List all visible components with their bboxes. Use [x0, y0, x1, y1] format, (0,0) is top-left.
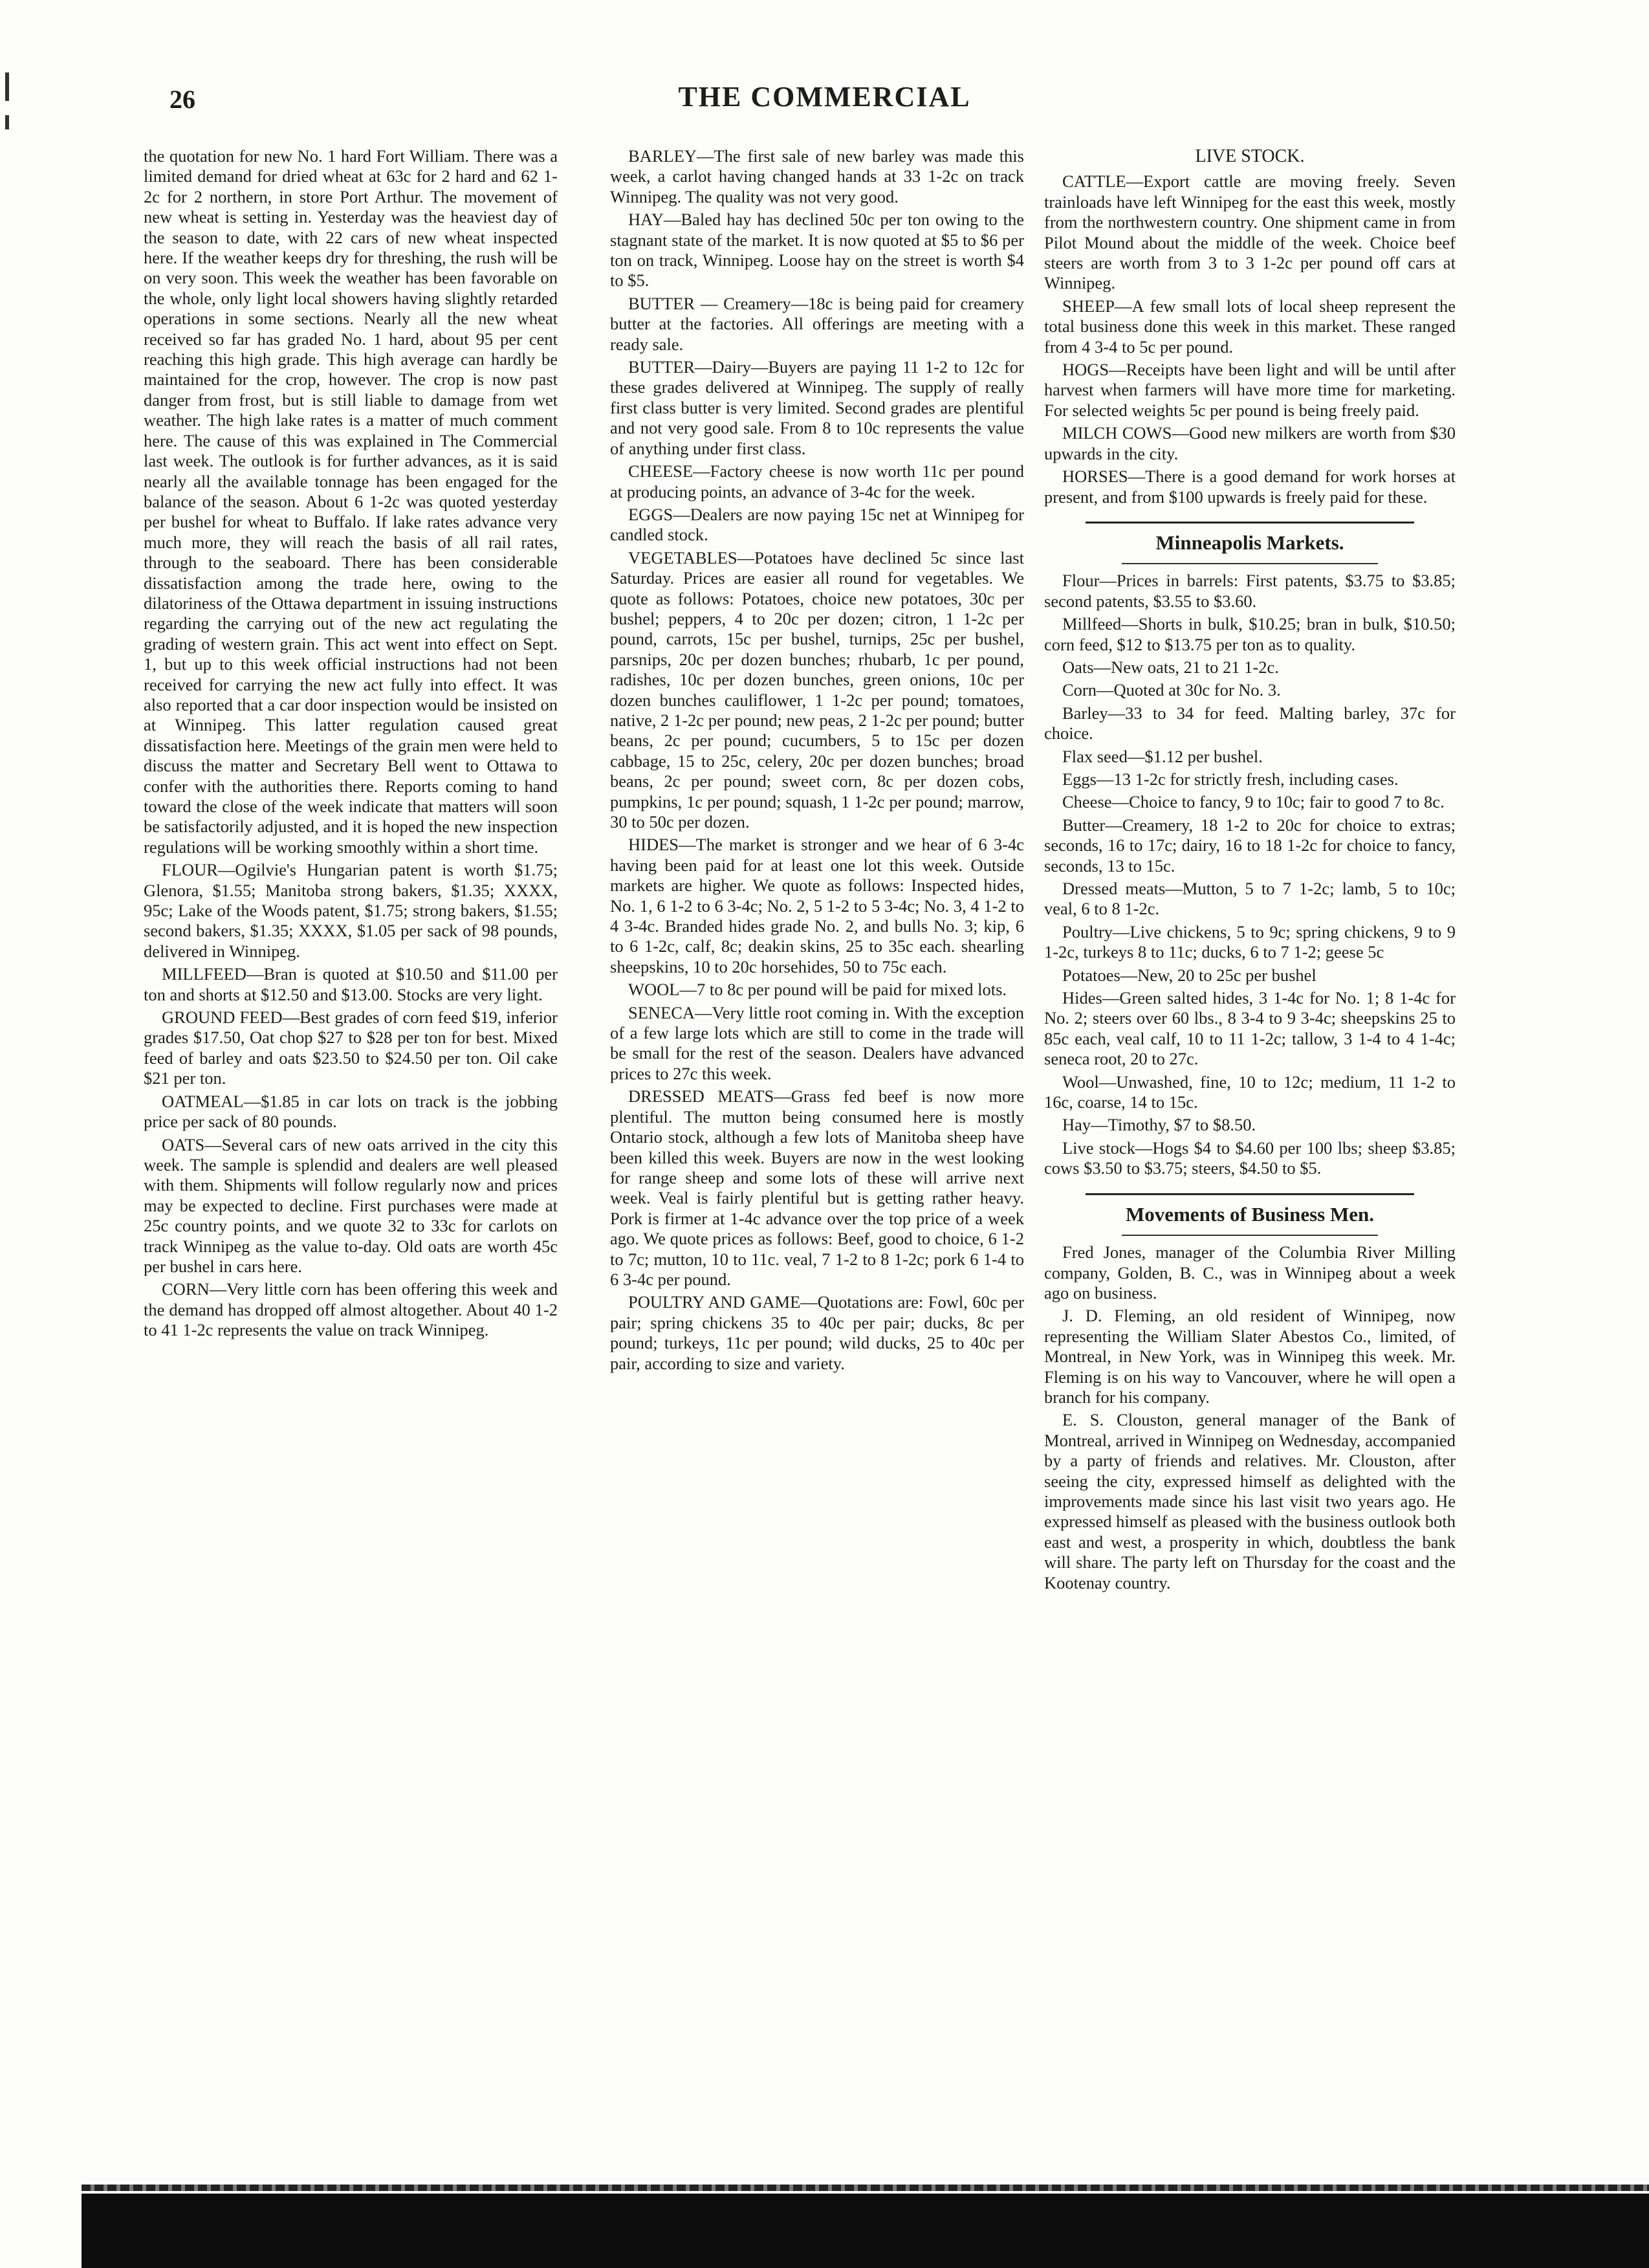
ground-feed-market-item: GROUND FEED—Best grades of corn feed $19, inferior grades $17.50, Oat chop $27 to $28 per ton for best. Mixed feed of barley and oats $23.50 to $24.50 per ton. Oil cake $21 per ton.	[144, 1007, 558, 1088]
sheep-market-item: SHEEP—A few small lots of local sheep represent the total business done this week in this market. These ranged from 4 3-4 to 5c per pound.	[1044, 296, 1456, 357]
minneapolis-hides-item: Hides—Green salted hides, 3 1-4c for No. 1; 8 1-4c for No. 2; steers over 60 lbs., 8 3-4 to 9 3-4c; sheepskins 25 to 85c each, veal calf, 10 to 11 1-2c; tallow, 3 1-4 to 4 1-4c; seneca root, 20 to 27c.	[1044, 988, 1456, 1069]
minneapolis-cheese-item: Cheese—Choice to fancy, 9 to 10c; fair to good 7 to 8c.	[1062, 792, 1445, 812]
column-3	[1044, 146, 1456, 1596]
heading-underline	[1122, 563, 1378, 564]
minneapolis-flour-item: Flour—Prices in barrels: First patents, $3.75 to $3.85; second patents, $3.55 to $3.60.	[1044, 571, 1456, 611]
personal-note-clouston: E. S. Clouston, general manager of the Bank of Montreal, arrived in Winnipeg on Wednesday, accompanied by a party of friends and relatives. Mr. Clouston, after seeing the city, expressed himself as delighted with the improvements made since his last visit two years ago. He expressed himself as pleased with the business outlook both east and west, a prosperity in which, doubtless the bank will share. The party left on Thursday for the coast and the Kootenay country.	[1044, 1410, 1456, 1592]
hides-market-item: HIDES—The market is stronger and we hear of 6 3-4c having been paid for at least one lot this week. Outside markets are higher. We quote as follows: Inspected hides, No. 1, 6 1-2 to 6 3-4c; No. 2, 5 1-2 to 5 3-4c; No. 3, 4 1-2 to 4 3-4c. Branded hides grade No. 2, and bulls No. 3; kip, 6 to 6 1-2c, calf, 8c; deakin skins, 25 to 35c each. shearling sheepskins, 10 to 20c horsehides, 50 to 75c each.	[610, 835, 1024, 976]
hogs-market-item: HOGS—Receipts have been light and will be until after harvest when farmers will have more time for marketing. For selected weights 5c per pound is being freely paid.	[1044, 360, 1456, 420]
wheat-report-continuation: the quotation for new No. 1 hard Fort William. There was a limited demand for dried wheat at 63c for 2 hard and 62 1-2c for 2 northern, in store Port Arthur. The movement of new wheat is setting in. Yesterday was the heaviest day of the season to date, with 22 cars of new wheat inspected here. If the weather keeps dry for threshing, the rush will be on very soon. This week the weather has been favorable on the whole, only light local showers having slightly retarded operations in some sections. Nearly all the new wheat received so far has graded No. 1 hard, about 95 per cent reaching this high grade. This high average can hardly be maintained for the crop, however. The crop is now past danger from frost, but is still liable to damage from wet weather. The high lake rates is a matter of much comment here. The cause of this was explained in The Commercial last week. The outlook is for further advances, as it is said nearly all the available tonnage has been engaged for the balance of the season. About 6 1-2c was quoted yesterday per bushel for wheat to Buffalo. If lake rates advance very much more, they will reach the basis of all rail rates, through to the seaboard. There has been considerable dissatisfaction among the trade here, owing to the dilatoriness of the Ottawa department in issuing instructions regarding the carrying out of the new act regulating the grading of western grain. This act went into effect on Sept. 1, but up to this week official instructions had not been received for carrying the new act fully into effect. It was also reported that a car door inspection would be insisted on at Winnipeg. This latter regulation caused great dissatisfaction here. Meetings of the grain men were held to discuss the matter and Secretary Bell went to Ottawa to confer with the authorities there. Reports coming to hand toward the close of the week indicate that matters will soon be satisfactorily adjusted, and it is hoped the new inspection regulations will be working smoothly within a short time.	[144, 146, 558, 857]
minneapolis-butter-item: Butter—Creamery, 18 1-2 to 20c for choice to extras; seconds, 16 to 17c; dairy, 16 to 18 1-2c for choice to fancy, seconds, 13 to 15c.	[1044, 815, 1456, 875]
minneapolis-wool-item: Wool—Unwashed, fine, 10 to 12c; medium, 11 1-2 to 16c, coarse, 14 to 15c.	[1044, 1072, 1456, 1112]
movements-heading: Movements of Business Men.	[1125, 1202, 1375, 1226]
minneapolis-potatoes-item: Potatoes—New, 20 to 25c per bushel	[1062, 965, 1316, 985]
eggs-market-item: EGGS—Dealers are now paying 15c net at Winnipeg for candled stock.	[610, 504, 1024, 545]
section-divider	[1086, 1193, 1414, 1195]
page-number: 26	[169, 85, 195, 114]
page-title: THE COMMERCIAL	[678, 81, 971, 113]
minneapolis-barley-item: Barley—33 to 34 for feed. Malting barley, 37c for choice.	[1044, 703, 1456, 743]
vegetables-market-item: VEGETABLES—Potatoes have declined 5c since last Saturday. Prices are easier all round for vegetables. We quote as follows: Potatoes, choice new potatoes, 30c per bushel; peppers, 4 to 20c per dozen; citron, 1 1-2c per pound, carrots, 15c per bushel, turnips, 25c per bushel, parsnips, 20c per dozen bunches; rhubarb, 1c per pound, radishes, 10c per dozen bunches, green onions, 10c per dozen bunches cauliflower, 1 1-2c per pound; tomatoes, native, 2 1-2c per pound; new peas, 2 1-2c per pound; butter beans, 2c per pound; cucumbers, 5 to 15c per dozen cabbage, 15 to 25c, celery, 20c per dozen bunches; broad beans, 2c per pound; sweet corn, 8c per dozen cobs, pumpkins, 1c per pound; squash, 1 1-2c per pound; marrow, 30 to 50c per dozen.	[610, 547, 1024, 831]
minneapolis-dressed-meats-item: Dressed meats—Mutton, 5 to 7 1-2c; lamb, 5 to 10c; veal, 6 to 8 1-2c.	[1044, 879, 1456, 919]
column-1	[144, 146, 558, 1343]
cheese-market-item: CHEESE—Factory cheese is now worth 11c per pound at producing points, an advance of 3-4c for the week.	[610, 461, 1024, 501]
butter-dairy-market-item: BUTTER—Dairy—Buyers are paying 11 1-2 to 12c for these grades delivered at Winnipeg. The supply of really first class butter is very limited. Second grades are plentiful and not very good sale. From 8 to 10c represents the value of anything under first class.	[610, 357, 1024, 458]
personal-note-fleming: J. D. Fleming, an old resident of Winnipeg, now representing the William Slater Abestos Co., limited, of Montreal, in New York, was in Winnipeg this week. Mr. Fleming is on his way to Vancouver, where he will open a branch for his company.	[1044, 1306, 1456, 1407]
minneapolis-flax-item: Flax seed—$1.12 per bushel.	[1062, 746, 1263, 766]
section-divider	[1086, 522, 1414, 523]
live-stock-heading: LIVE STOCK.	[1195, 146, 1305, 166]
dressed-meats-market-item: DRESSED MEATS—Grass fed beef is now more plentiful. The mutton being consumed here is mostly Ontario stock, although a few lots of Manitoba sheep have been killed this week. Buyers are now in the west looking for range sheep and some lots of these will arrive next week. Veal is fairly plentiful but is getting rather heavy. Pork is firmer at 1-4c advance over the top price of a week ago. We quote prices as follows: Beef, good to choice, 6 1-2 to 7c; mutton, 10 to 11c. veal, 7 1-2 to 8 1-2c; pork 6 1-4 to 6 3-4c per pound.	[610, 1086, 1024, 1289]
minneapolis-hay-item: Hay—Timothy, $7 to $8.50.	[1062, 1115, 1256, 1135]
column-2	[610, 146, 1024, 1376]
minneapolis-corn-item: Corn—Quoted at 30c for No. 3.	[1062, 680, 1281, 700]
poultry-game-market-item: POULTRY AND GAME—Quotations are: Fowl, 60c per pair; spring chickens 35 to 40c per pair; ducks, 8c per pound; turkeys, 11c per pound; wild ducks, 25 to 40c per pair, according to size and variety.	[610, 1292, 1024, 1373]
oats-market-item: OATS—Several cars of new oats arrived in the city this week. The sample is splendid and dealers are well pleased with them. Shipments will follow regularly now and prices may be expected to decline. First purchases were made at 25c country points, and we quote 32 to 33c for carlots on track Winnipeg as the value to-day. Old oats are worth 45c per bushel in cars here.	[144, 1134, 558, 1276]
minneapolis-eggs-item: Eggs—13 1-2c for strictly fresh, including cases.	[1062, 769, 1399, 789]
minneapolis-poultry-item: Poultry—Live chickens, 5 to 9c; spring chickens, 9 to 9 1-2c, turkeys 8 to 11c; ducks, 6 to 7 1-2; geese 5c	[1044, 921, 1456, 962]
milch-cows-market-item: MILCH COWS—Good new milkers are worth from $30 upwards in the city.	[1044, 423, 1456, 463]
barley-market-item: BARLEY—The first sale of new barley was made this week, a carlot having changed hands at 33 1-2c on track Winnipeg. The quality was not very good.	[610, 146, 1024, 206]
millfeed-market-item: MILLFEED—Bran is quoted at $10.50 and $11.00 per ton and shorts at $12.50 and $13.00. Stocks are very light.	[144, 964, 558, 1004]
scan-edge-artifact	[82, 2185, 1649, 2191]
horses-market-item: HORSES—There is a good demand for work horses at present, and from $100 upwards is freely paid for these.	[1044, 467, 1456, 507]
wool-market-item: WOOL—7 to 8c per pound will be paid for mixed lots.	[628, 980, 1007, 1000]
seneca-market-item: SENECA—Very little root coming in. With the exception of a few large lots which are still to come in the trade will be small for the rest of the season. Dealers have advanced prices to 27c this week.	[610, 1002, 1024, 1083]
personal-note-fred-jones: Fred Jones, manager of the Columbia River Milling company, Golden, B. C., was in Winnipeg about a week ago on business.	[1044, 1242, 1456, 1303]
minneapolis-heading: Minneapolis Markets.	[1155, 531, 1344, 554]
scan-bottom-band	[82, 2194, 1649, 2268]
oatmeal-market-item: OATMEAL—$1.85 in car lots on track is the jobbing price per sack of 80 pounds.	[144, 1091, 558, 1132]
binding-mark	[5, 115, 9, 129]
flour-market-item: FLOUR—Ogilvie's Hungarian patent is worth $1.75; Glenora, $1.55; Manitoba strong bakers, $1.35; XXXX, 95c; Lake of the Woods patent, $1.75; strong bakers, $1.55; second bakers, $1.35; XXXX, $1.05 per sack of 98 pounds, delivered in Winnipeg.	[144, 860, 558, 961]
butter-creamery-market-item: BUTTER — Creamery—18c is being paid for creamery butter at the factories. All offerings are meeting with a ready sale.	[610, 293, 1024, 354]
heading-underline	[1122, 1235, 1378, 1236]
corn-market-item: CORN—Very little corn has been offering this week and the demand has dropped off almost altogether. About 40 1-2 to 41 1-2c represents the value on track Winnipeg.	[144, 1279, 558, 1340]
minneapolis-oats-item: Oats—New oats, 21 to 21 1-2c.	[1062, 657, 1279, 677]
minneapolis-millfeed-item: Millfeed—Shorts in bulk, $10.25; bran in bulk, $10.50; corn feed, $12 to $13.75 per ton as to quality.	[1044, 614, 1456, 654]
cattle-market-item: CATTLE—Export cattle are moving freely. Seven trainloads have left Winnipeg for the east this week, mostly from the northwestern country. One shipment came in from Pilot Mound about the middle of the week. Choice beef steers are worth from 3 to 3 1-2c per pound off cars at Winnipeg.	[1044, 171, 1456, 293]
hay-market-item: HAY—Baled hay has declined 50c per ton owing to the stagnant state of the market. It is now quoted at $5 to $6 per ton on track, Winnipeg. Loose hay on the street is worth $4 to $5.	[610, 210, 1024, 291]
minneapolis-live-stock-item: Live stock—Hogs $4 to $4.60 per 100 lbs; sheep $3.85; cows $3.50 to $3.75; steers, $4.50 to $5.	[1044, 1138, 1456, 1178]
